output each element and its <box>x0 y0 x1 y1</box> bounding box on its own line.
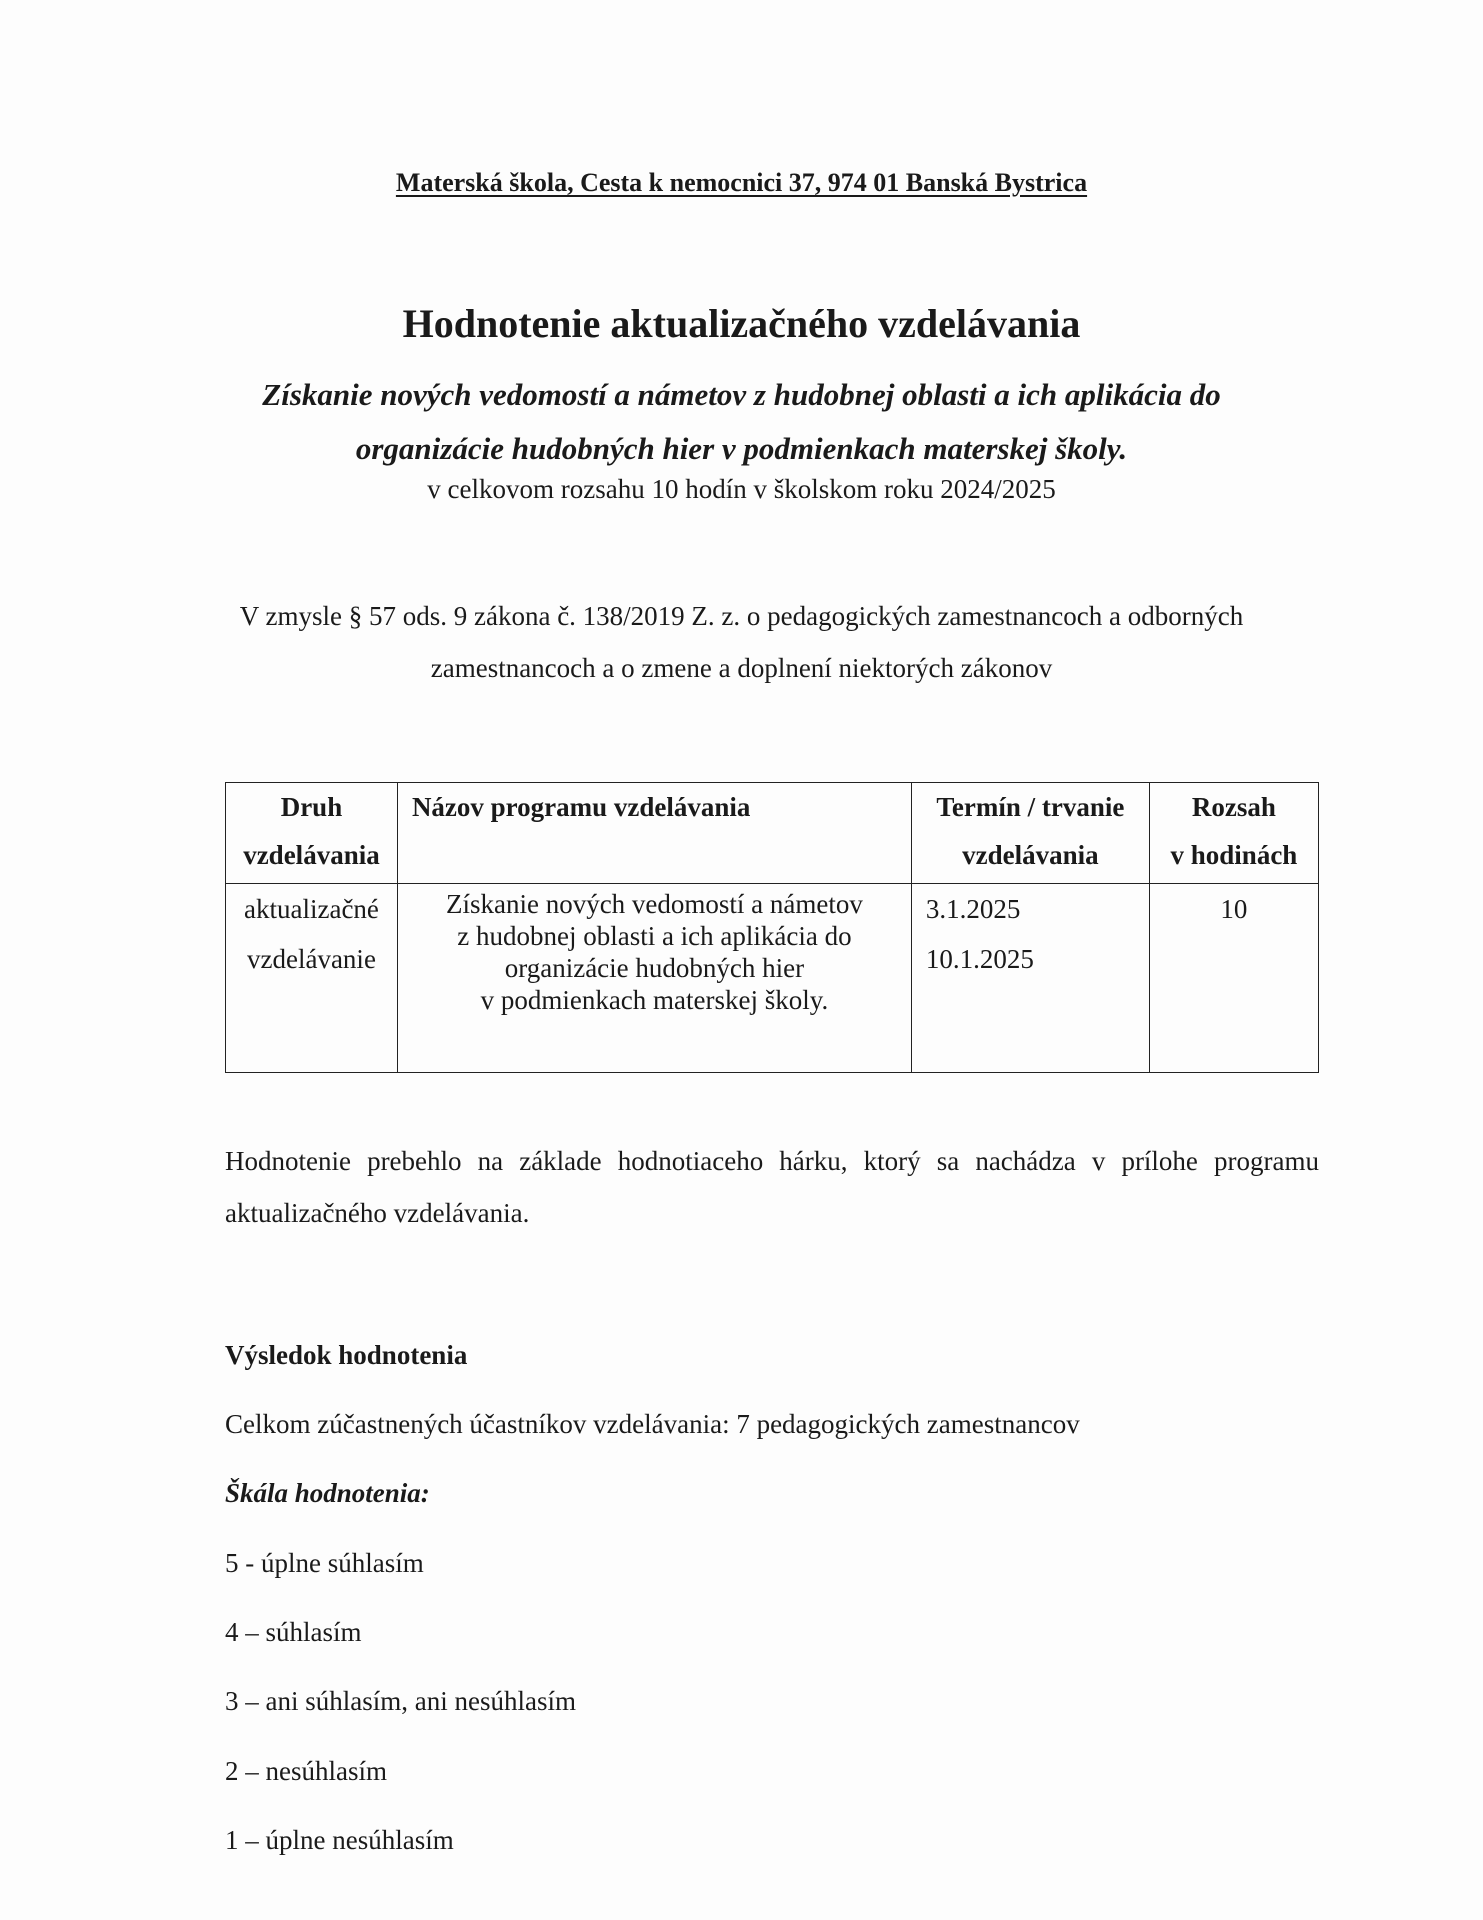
institution-header: Materská škola, Cesta k nemocnici 37, 974 01 Banská Bystrica <box>395 168 1088 197</box>
participants-count: Celkom zúčastnených účastníkov vzdelávania: 7 pedagogických zamestnancov <box>225 1409 1080 1439</box>
header-text: vzdelávania <box>962 840 1099 870</box>
legal-basis <box>0 590 1483 694</box>
scale-item: 2 – nesúhlasím <box>225 1756 387 1786</box>
cell-text: aktualizačné <box>244 894 379 924</box>
cell-text: Získanie nových vedomostí a námetov <box>445 889 863 919</box>
scale-item: 3 – ani súhlasím, ani nesúhlasím <box>225 1686 576 1716</box>
cell-text: 10.1.2025 <box>925 944 1034 974</box>
program-table <box>225 782 1319 1073</box>
scale-heading: Škála hodnotenia: <box>225 1478 430 1508</box>
cell-text: 10 <box>1220 894 1248 924</box>
header-text: vzdelávania <box>243 840 380 870</box>
subtitle-line: organizácie hudobných hier v podmienkach materskej školy. <box>355 431 1128 466</box>
header-term <box>911 783 1149 884</box>
cell-text: vzdelávanie <box>247 944 376 974</box>
scale-item: 1 – úplne nesúhlasím <box>225 1825 454 1855</box>
evaluation-basis: Hodnotenie prebehlo na základe hodnotiaceho hárku, ktorý sa nachádza v prílohe programu aktualizačného vzdelávania. <box>225 1146 1319 1228</box>
table-row <box>226 884 1319 1073</box>
legal-line: V zmysle § 57 ods. 9 zákona č. 138/2019 Z. z. o pedagogických zamestnancoch a odborných <box>239 601 1244 631</box>
table-header-row <box>226 783 1319 884</box>
cell-text: z hudobnej oblasti a ich aplikácia do <box>457 921 852 951</box>
header-name <box>397 783 911 884</box>
header-text: Rozsah <box>1191 792 1276 822</box>
subtitle-line: Získanie nových vedomostí a námetov z hudobnej oblasti a ich aplikácia do <box>262 377 1221 412</box>
cell-text: organizácie hudobných hier <box>504 953 805 983</box>
cell-text: 3.1.2025 <box>925 894 1021 924</box>
scale-item: 4 – súhlasím <box>225 1617 362 1647</box>
cell-dates <box>911 884 1149 1073</box>
header-text: Termín / trvanie <box>936 792 1125 822</box>
cell-type <box>226 884 398 1073</box>
legal-line: zamestnancoch a o zmene a doplnení niektorých zákonov <box>430 653 1053 683</box>
document-title: Hodnotenie aktualizačného vzdelávania <box>402 301 1081 346</box>
cell-hours <box>1149 884 1318 1073</box>
scale-item: 5 - úplne súhlasím <box>225 1548 424 1578</box>
document-subtitle <box>0 368 1483 476</box>
header-text: Názov programu vzdelávania <box>411 792 751 822</box>
header-text: Druh <box>280 792 343 822</box>
header-type <box>226 783 398 884</box>
scope-text: v celkovom rozsahu 10 hodín v školskom roku 2024/2025 <box>427 474 1056 504</box>
header-text: v hodinách <box>1170 840 1298 870</box>
cell-text: v podmienkach materskej školy. <box>480 985 829 1015</box>
results-heading: Výsledok hodnotenia <box>225 1340 468 1370</box>
cell-program-name <box>397 884 911 1073</box>
header-hours <box>1149 783 1318 884</box>
